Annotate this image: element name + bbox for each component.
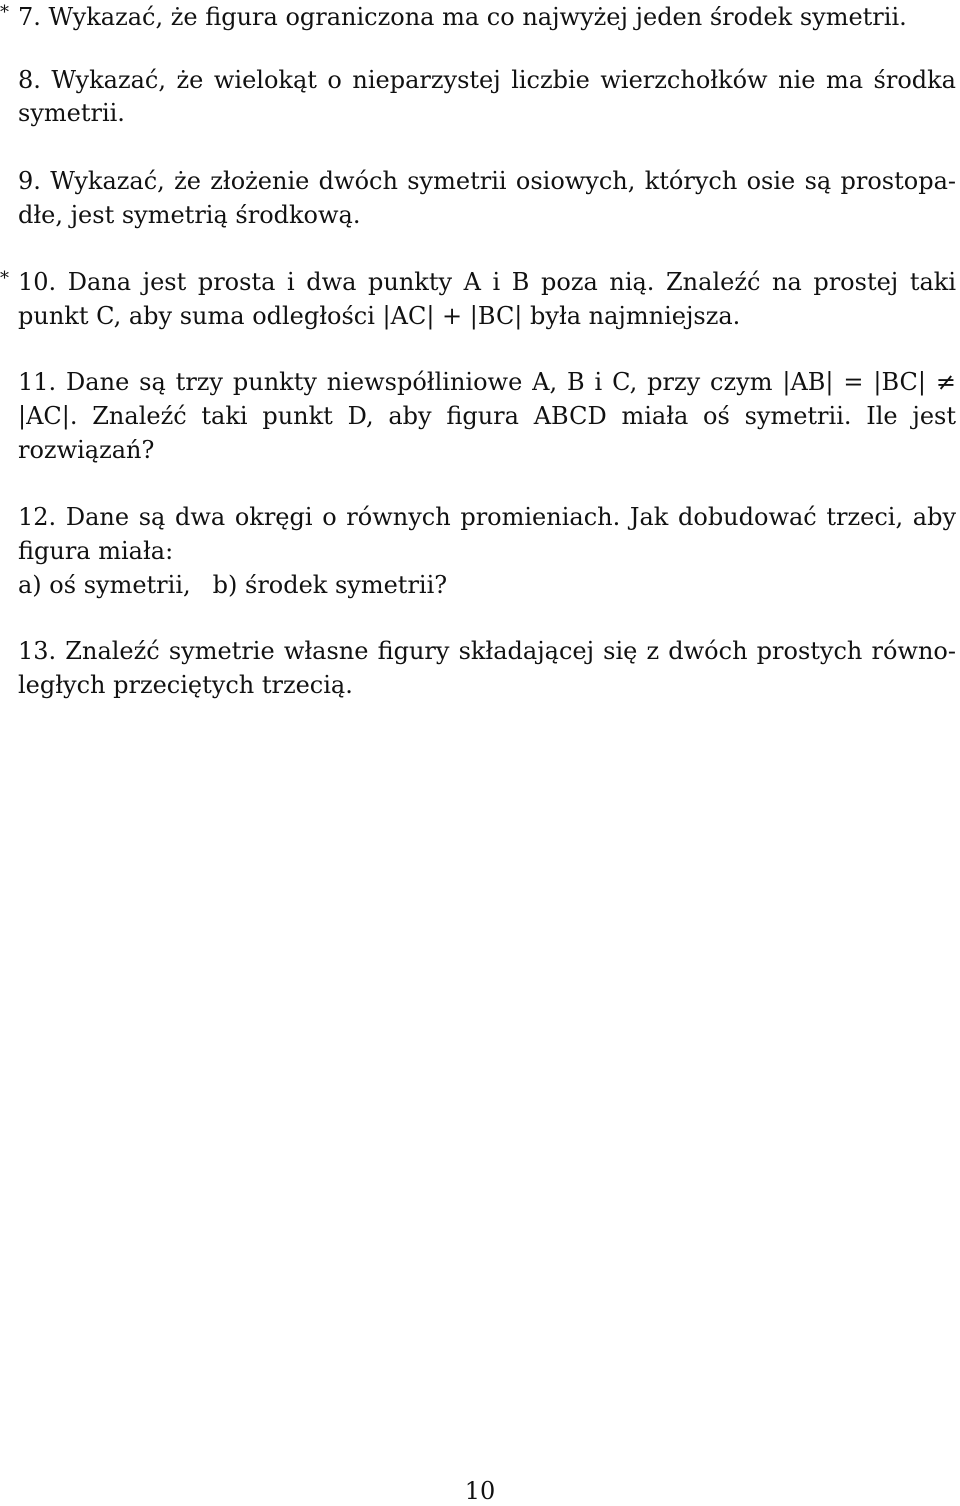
- problem-9-line-2: dłe, jest symetrią środkową.: [18, 201, 361, 229]
- page-number: 10: [464, 1477, 496, 1505]
- problem-10-line-2: punkt C, aby suma odległości |AC| + |BC| była najmniejsza.: [18, 302, 741, 330]
- problem-12-line-1: 12. Dane są dwa okręgi o równych promieniach. Jak dobudować trzeci, aby: [18, 503, 956, 531]
- problem-12-options: [18, 570, 447, 600]
- option-b: b) środek symetrii?: [212, 571, 448, 599]
- problem-11-line-2: |AC|. Znaleźć taki punkt D, aby figura ABCD miała oś symetrii. Ile jest: [18, 402, 956, 430]
- problem-13-line-1: 13. Znaleźć symetrie własne figury składającej się z dwóch prostych równo-: [18, 637, 956, 665]
- problem-13-line-2: ległych przeciętych trzecią.: [18, 671, 353, 699]
- problem-12-line-2: figura miała:: [18, 537, 174, 565]
- problem-11-line-1: 11. Dane są trzy punkty niewspółliniowe A, B i C, przy czym |AB| = |BC| ≠: [18, 368, 956, 396]
- problem-8-line-2: symetrii.: [18, 99, 125, 127]
- problem-10-line-1: 10. Dana jest prosta i dwa punkty A i B poza nią. Znaleźć na prostej taki: [18, 268, 956, 296]
- problem-8-line-1: 8. Wykazać, że wielokąt o nieparzystej liczbie wierzchołków nie ma środka: [18, 66, 956, 94]
- option-a: a) oś symetrii,: [18, 571, 191, 599]
- problem-11-line-3: rozwiązań?: [18, 436, 155, 464]
- problem-9-line-1: 9. Wykazać, że złożenie dwóch symetrii osiowych, których osie są prostopa-: [18, 167, 956, 195]
- star-marker: *: [0, 2, 9, 23]
- problem-7-line-1: 7. Wykazać, że figura ograniczona ma co najwyżej jeden środek symetrii.: [18, 3, 907, 31]
- star-marker: *: [0, 268, 9, 289]
